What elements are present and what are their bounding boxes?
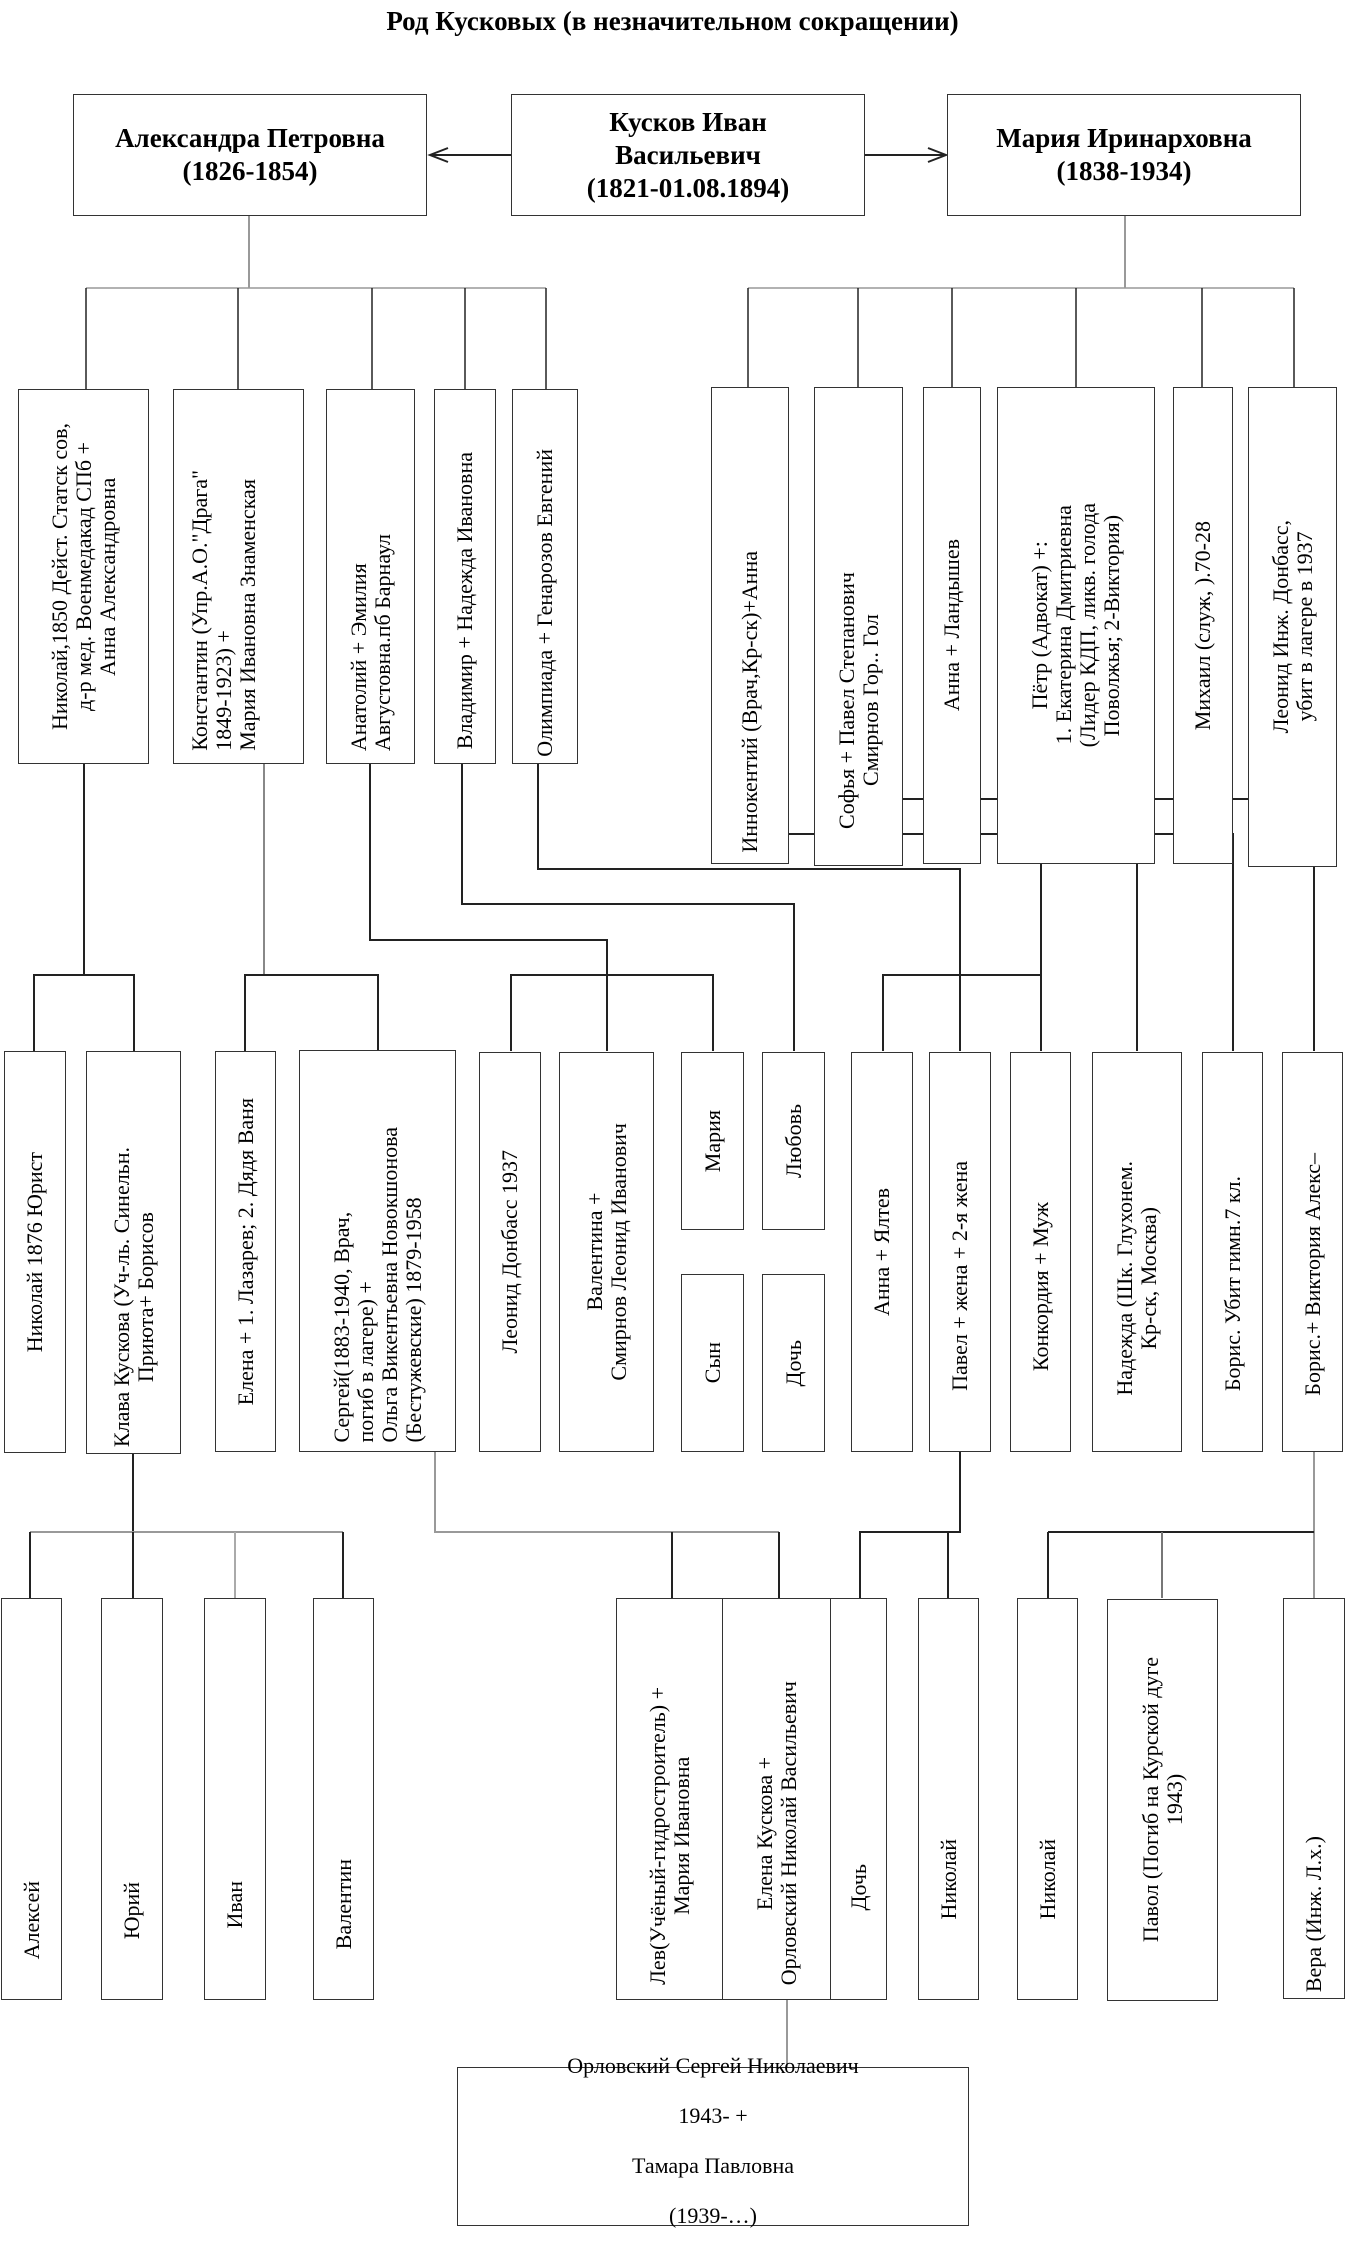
gen4-person: [1, 1598, 62, 2000]
person-label: Николай: [1034, 1838, 1060, 1919]
gen3-person: [215, 1051, 276, 1452]
person-kuskov-ivan: [511, 94, 865, 216]
person-maria-irinarkhovna: [947, 94, 1301, 216]
gen3-person: [851, 1052, 913, 1452]
gen2-person: [997, 387, 1155, 864]
person-label: Николай: [935, 1838, 961, 1919]
gen4-person: [1017, 1598, 1078, 2000]
person-name: Александра Петровна: [115, 123, 385, 153]
person-label: Николай,1850 Дейст. Статск сов, д-р мед. Военмедакад СПб + Анна Александровна: [46, 423, 120, 730]
person-label: Борис. Убит гимн.7 кл.: [1219, 1175, 1245, 1391]
connector: [435, 1452, 779, 1532]
person-name: Кусков Иван: [609, 106, 767, 137]
gen3-person: [762, 1052, 825, 1230]
connector: [370, 764, 607, 1051]
gen3-person: [559, 1052, 654, 1452]
connector: [34, 975, 134, 1051]
person-label: Леонид Донбасс 1937: [497, 1150, 522, 1354]
person-label: Елена Кускова + Орловский Николай Васильевич: [751, 1680, 801, 1985]
gen2-person: [18, 389, 149, 764]
gen4-person: [204, 1598, 266, 2000]
person-label: Иван: [222, 1881, 247, 1929]
person-label: Елена + 1. Лазарев; 2. Дядя Ваня: [232, 1097, 258, 1406]
gen2-person: [326, 389, 415, 764]
gen2-person: [434, 389, 496, 764]
gen4-person: [722, 1598, 831, 2000]
person-label: Сын: [699, 1342, 725, 1384]
person-label: Иннокентий (Врач,Кр-ск)+Анна: [737, 551, 762, 853]
gen2-person: [711, 387, 789, 864]
gen4-person: [313, 1598, 374, 2000]
person-label: Анна + Ялтев: [869, 1187, 894, 1317]
gen3-person: [1202, 1052, 1263, 1452]
gen4-person: [101, 1598, 163, 2000]
person-label: Пётр (Адвокат) +: 1. Екатерина Дмитриевна (Лидер КДП, ликв. голода Поволжья; 2-Виктория): [1027, 503, 1124, 748]
person-label: Лев(Учёный-гидростроитель) + Мария Ивановна: [644, 1687, 694, 1985]
gen3-person: [1092, 1052, 1182, 1452]
gen2-person: [173, 389, 304, 764]
gen3-person: [929, 1052, 991, 1452]
gen2-person: [512, 389, 578, 764]
connector: [245, 975, 378, 1051]
gen3-person: [762, 1274, 825, 1452]
person-years: (1821-01.08.1894): [586, 172, 790, 203]
person-label: Дочь: [780, 1339, 806, 1387]
person-label: Мария: [699, 1109, 725, 1173]
page-title: Род Кусковых (в незначительном сокращении): [386, 6, 959, 36]
person-label: Валентин: [330, 1858, 356, 1949]
person-label: Дочь: [845, 1864, 871, 1911]
gen3-person: [1010, 1052, 1071, 1452]
gen4-person: [1107, 1599, 1218, 2001]
person-label: Софья + Павел Степанович Смирнов Гор.. Гол: [833, 572, 883, 829]
person-aleksandra-petrovna: [73, 94, 427, 216]
person-label: Анна + Ландышев: [939, 539, 964, 712]
person-label: Юрий: [119, 1881, 144, 1939]
gen4-person: [918, 1598, 979, 2000]
gen3-person: [86, 1051, 181, 1454]
gen3-person: [1282, 1052, 1343, 1452]
person-label: Любовь: [780, 1104, 806, 1178]
person-orlovsky-sergey: [457, 2053, 969, 2228]
person-label: Михаил (служ, ).70-28: [1190, 520, 1215, 731]
person-label: Конкордия + Муж: [1027, 1201, 1053, 1371]
gen2-person: [923, 387, 981, 864]
connector: [860, 1452, 960, 1598]
person-name: Мария Иринарховна: [996, 123, 1252, 153]
person-patronymic: Васильевич: [615, 139, 761, 170]
person-name: Орловский Сергей Николаевич: [567, 2053, 859, 2078]
connector: [883, 975, 1041, 1051]
spouse-years: (1939-…): [669, 2203, 757, 2228]
person-label: Клава Кускова (Уч-ль. Синельн. Приюта+ Борисов: [108, 1146, 158, 1447]
gen4-person: [1283, 1598, 1345, 1999]
person-label: Владимир + Надежда Ивановна: [452, 451, 477, 749]
person-years: (1826-1854): [182, 156, 318, 186]
gen3-person: [299, 1050, 456, 1452]
person-label: Павел + жена + 2-я жена: [947, 1161, 972, 1391]
connector: [1055, 834, 1233, 1051]
gen4-person: [616, 1598, 723, 2000]
gen4-person: [830, 1598, 887, 2000]
gen3-person: [681, 1052, 744, 1230]
person-label: Олимпиада + Генарозов Евгений: [532, 449, 557, 757]
person-label: Борис.+ Виктория Алекс–: [1299, 1153, 1325, 1396]
gen2-person: [1173, 387, 1233, 864]
person-label: Павол (Погиб на Курской дуге 1943): [1137, 1657, 1187, 1943]
person-years: 1943- +: [678, 2103, 748, 2128]
spouse-name: Тамара Павловна: [631, 2153, 795, 2178]
gen2-person: [1248, 387, 1337, 867]
person-label: Леонид Инж. Донбасс, убит в лагере в 1937: [1267, 520, 1317, 734]
connector: [511, 975, 713, 1051]
gen3-person: [4, 1051, 66, 1453]
person-label: Константин (Упр.А.О."Драга" 1849-1923) + Мария Ивановна Знаменская: [187, 470, 260, 751]
person-label: Алексей: [18, 1880, 44, 1959]
person-years: (1838-1934): [1056, 156, 1192, 186]
gen2-person: [814, 387, 903, 866]
gen3-person: [479, 1052, 541, 1452]
person-label: Вера (Инж. Л.х.): [1301, 1835, 1326, 1992]
gen3-person: [681, 1274, 744, 1452]
person-label: Надежда (Шк. Глухонем. Кр-ск, Москва): [1112, 1161, 1161, 1396]
person-label: Николай 1876 Юрист: [22, 1151, 47, 1353]
person-label: Валентина + Смирнов Леонид Иванович: [581, 1123, 631, 1381]
person-label: Сергей(1883-1940, Врач, погиб в лагере) + Ольга Викентьевна Новокшонова (Бестужевские) 1879-1958: [328, 1127, 426, 1443]
person-label: Анатолий + Эмилия Августовна.пб Барнаул: [345, 533, 395, 751]
